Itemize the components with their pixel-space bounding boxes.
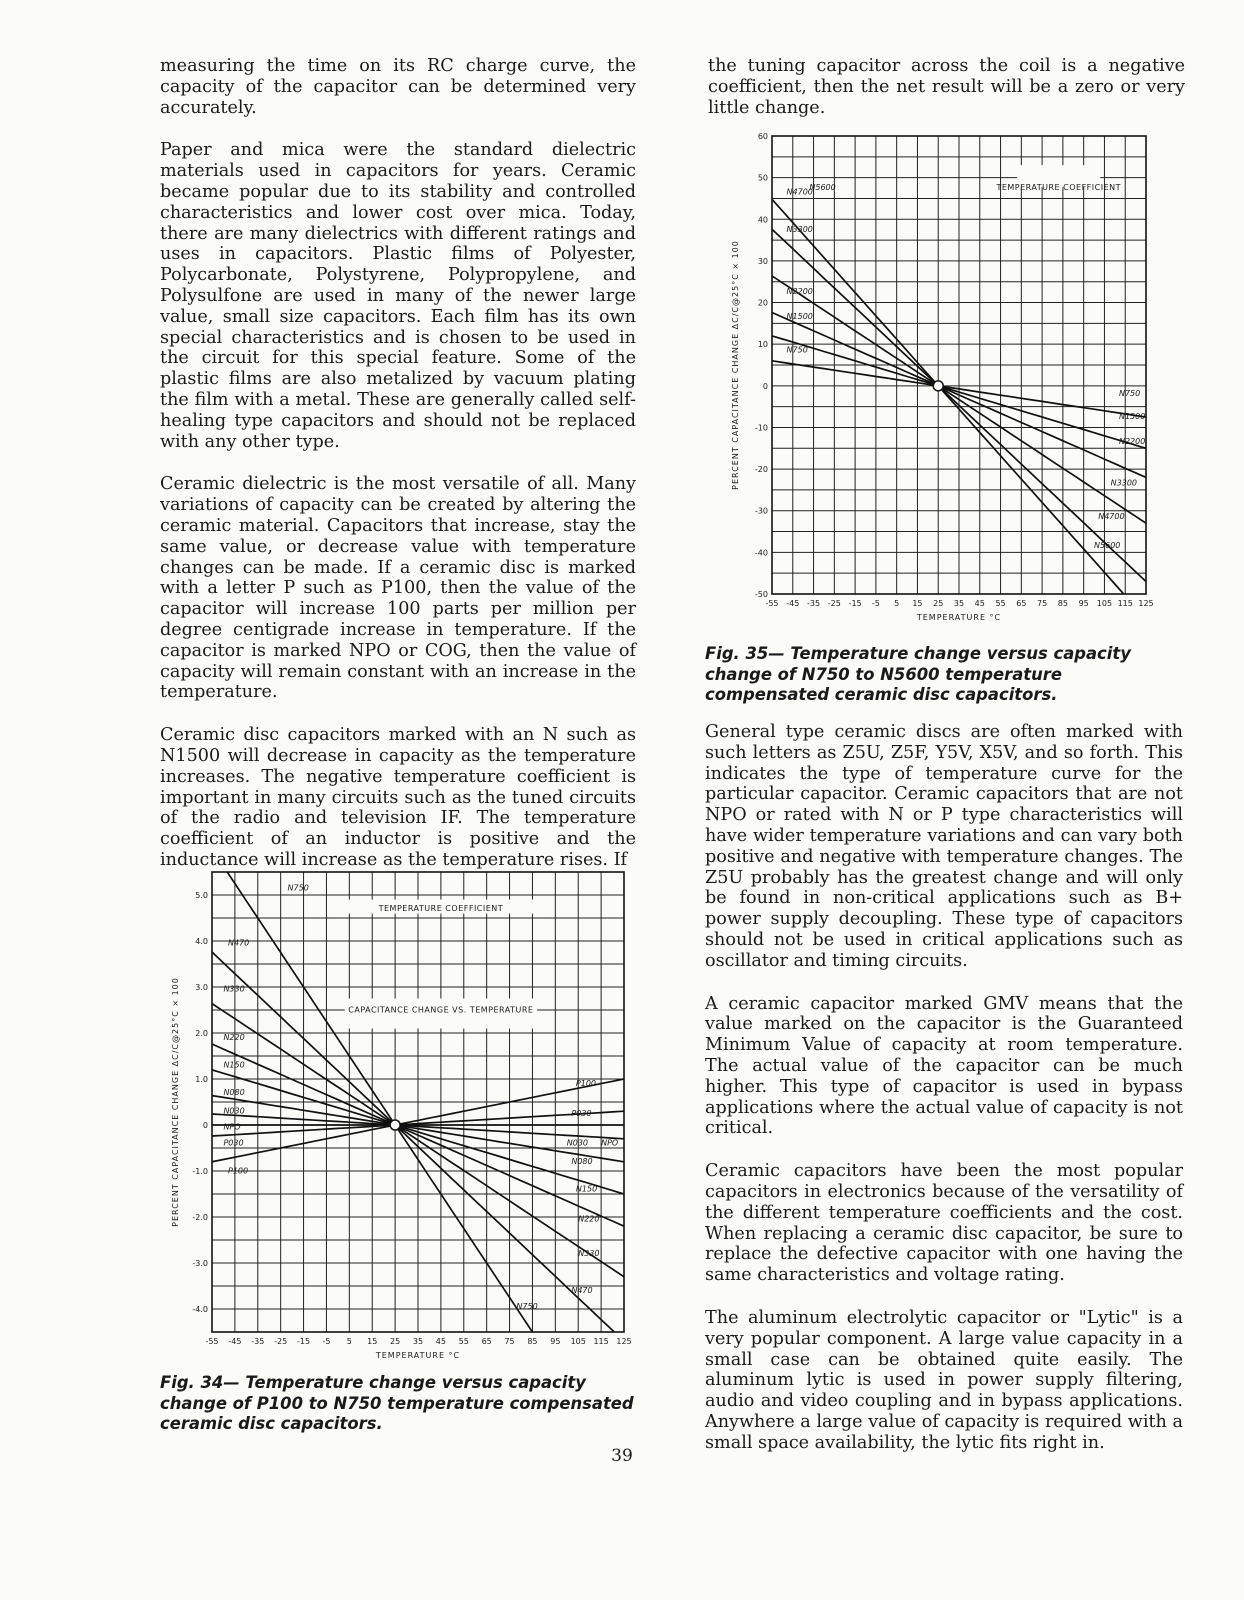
x-tick-label: 55 <box>458 1337 469 1346</box>
y-tick-label: -10 <box>754 423 768 433</box>
pivot-point <box>390 1120 400 1130</box>
x-tick-label: -35 <box>251 1337 265 1346</box>
series-label: P030 <box>223 1138 244 1148</box>
annotation-temperature-coefficient: TEMPERATURE COEFFICIENT <box>996 183 1122 193</box>
y-tick-label: 0 <box>202 1121 208 1130</box>
y-tick-label: 2.0 <box>195 1029 208 1038</box>
y-tick-label: 1.0 <box>195 1075 208 1084</box>
y-tick-label: -4.0 <box>192 1305 208 1314</box>
y-tick-label: 10 <box>757 340 768 350</box>
series-label-right: N1500 <box>1118 412 1146 422</box>
x-tick-label: 45 <box>974 599 985 608</box>
y-tick-label: 30 <box>757 256 768 266</box>
y-tick-label: 60 <box>757 132 768 141</box>
x-tick-label: -45 <box>228 1337 242 1346</box>
x-tick-label: 105 <box>1096 599 1113 608</box>
y-tick-label: 3.0 <box>195 983 208 992</box>
y-tick-label: -1.0 <box>192 1167 208 1176</box>
series-label: N5600 <box>809 183 836 193</box>
paragraph: The aluminum electrolytic capacitor or "Lytic" is a very popular component. A large value capacity in a small case can be obtained quite easily. The aluminum lytic is used in power supply filtering, audio and video coupling and in bypass applications. Anywhere a large value of capacity is required with a small space availability, the lytic fits right in. <box>705 1307 1183 1453</box>
series-label: N1500 <box>786 312 813 322</box>
series-label-right: N030 <box>566 1138 589 1148</box>
fig35-caption: Fig. 35— Temperature change versus capacity change of N750 to N5600 temperature compensated ceramic disc capacitors. <box>705 644 1131 704</box>
y-tick-label: 50 <box>757 173 768 183</box>
x-tick-label: 15 <box>912 599 923 608</box>
x-tick-label: -45 <box>786 599 800 608</box>
fig35-chart <box>724 128 1169 638</box>
page-number: 39 <box>611 1446 633 1466</box>
series-label-right: N750 <box>516 1302 538 1311</box>
series-label-right: NPO <box>601 1138 619 1148</box>
series-label: N4700 <box>786 187 813 197</box>
paragraph: Ceramic dielectric is the most versatile of all. Many variations of capacity can be created by altering the ceramic material. Capacitors that increase, stay the same value, or decrease value with temperature changes can be made. If a ceramic disc is marked with a letter P such as P100, then the value of the capacitor will increase 100 parts per million per degree centigrade increase in temperature. If the capacitor is marked NPO or COG, then the value of capacity will remain constant with an increase in the temperature. <box>160 474 636 703</box>
x-tick-label: 115 <box>1117 599 1133 608</box>
series-label: N3300 <box>786 224 813 234</box>
x-tick-label: 85 <box>1057 599 1068 608</box>
x-tick-label: 5 <box>346 1337 352 1346</box>
series-label-right: N3300 <box>1110 478 1138 488</box>
x-tick-label: 45 <box>435 1337 446 1346</box>
x-tick-label: 25 <box>390 1337 401 1346</box>
x-tick-label: -55 <box>205 1337 219 1346</box>
series-label-right: P030 <box>571 1108 592 1118</box>
right-text-column-bottom <box>705 722 1183 1476</box>
x-tick-label: 115 <box>593 1337 609 1346</box>
series-label: N080 <box>223 1088 245 1098</box>
y-tick-label: 40 <box>757 215 768 225</box>
left-text-column <box>160 56 636 893</box>
paragraph: Ceramic disc capacitors marked with an N such as N1500 will decrease in capacity as the temperature increases. The negative temperature coefficient is important in many circuits such as the tuned circuits of the radio and television IF. The temperature coefficient of an inductor is positive and the inductance will increase as the temperature rises. If <box>160 725 636 870</box>
x-tick-label: 125 <box>616 1337 632 1346</box>
pivot-point <box>933 381 943 391</box>
series-label-right: N150 <box>575 1184 598 1194</box>
annotation-temperature-coefficient: TEMPERATURE COEFFICIENT <box>378 904 504 914</box>
series-label: P100 <box>228 1166 249 1176</box>
series-label-right: N4700 <box>1098 512 1125 522</box>
series-label: N750 <box>287 883 309 893</box>
x-tick-label: 105 <box>570 1337 586 1346</box>
y-tick-label: -30 <box>754 506 768 516</box>
x-tick-label: -35 <box>807 599 821 608</box>
series-label: N220 <box>223 1032 245 1042</box>
fig34-caption: Fig. 34— Temperature change versus capacity change of P100 to N750 temperature compensated ceramic disc capacitors. <box>160 1373 634 1433</box>
x-tick-label: -5 <box>871 599 880 608</box>
x-tick-label: -15 <box>297 1337 311 1346</box>
y-tick-label: -20 <box>754 465 768 475</box>
series-label-right: N470 <box>571 1285 593 1295</box>
y-tick-label: 5.0 <box>195 891 208 900</box>
series-label: N2200 <box>786 287 813 297</box>
x-tick-label: 5 <box>894 599 900 608</box>
x-tick-label: 95 <box>550 1337 561 1346</box>
x-tick-label: 65 <box>481 1337 492 1346</box>
x-axis-label: TEMPERATURE °C <box>375 1351 461 1360</box>
series-label: N030 <box>223 1106 245 1116</box>
fig34-chart <box>160 862 630 1372</box>
paragraph: the tuning capacitor across the coil is a negative coefficient, then the net result will be a zero or very little change. <box>708 56 1185 118</box>
series-label-right: N330 <box>578 1249 600 1259</box>
series-label: N330 <box>223 984 245 994</box>
x-axis-label: TEMPERATURE °C <box>916 613 1002 622</box>
paragraph: Ceramic capacitors have been the most popular capacitors in electronics because of the versatility of the different temperature coefficients and the cost. When replacing a ceramic disc capacitor, be sure to replace the defective capacitor with one having the same characteristics and voltage rating. <box>705 1161 1183 1286</box>
x-tick-label: 75 <box>1037 599 1048 608</box>
series-label: NPO <box>223 1122 241 1132</box>
x-tick-label: 95 <box>1078 599 1089 608</box>
series-label: N750 <box>786 345 808 355</box>
x-tick-label: -25 <box>827 599 841 608</box>
x-tick-label: 15 <box>367 1337 378 1346</box>
x-tick-label: 55 <box>995 599 1006 608</box>
series-label-right: N5600 <box>1094 541 1121 551</box>
x-tick-label: -15 <box>848 599 862 608</box>
x-tick-label: -55 <box>765 599 779 608</box>
y-tick-label: 20 <box>757 298 768 308</box>
annotation-capacitance-change: CAPACITANCE CHANGE VS. TEMPERATURE <box>348 1005 534 1015</box>
y-axis-label: PERCENT CAPACITANCE CHANGE ΔC/C@25°C × 100 <box>171 977 180 1227</box>
y-tick-label: 4.0 <box>195 937 208 946</box>
y-tick-label: 0 <box>762 381 768 391</box>
series-label-right: N2200 <box>1118 437 1146 447</box>
paragraph: Paper and mica were the standard dielectric materials used in capacitors for years. Ceramic became popular due to its stability and controlled characteristics and lower cost over mica. Today, there are many dielectrics with different ratings and uses in capacitors. Plastic films of Polyester, Polycarbonate, Polystyrene, Polypropylene, and Polysulfone are used in many of the newer large value, small size capacitors. Each film has its own special characteristics and is chosen to be used in the circuit for this special feature. Some of the plastic films are also metalized by vacuum plating the film with a metal. These are generally called self-healing type capacitors and should not be replaced with any other type. <box>160 140 636 452</box>
x-tick-label: 75 <box>504 1337 515 1346</box>
paragraph: General type ceramic discs are often marked with such letters as Z5U, Z5F, Y5V, X5V, and so forth. This indicates the type of temperature curve for the particular capacitor. Ceramic capacitors that are not NPO or rated with N or P type characteristics will have wider temperature variations and can vary both positive and negative with temperature changes. The Z5U probably has the greatest change and will only be found in non-critical applications such as B+ power supply decoupling. These type of capacitors should not be used in critical applications such as oscillator and timing circuits. <box>705 722 1183 971</box>
y-tick-label: -40 <box>754 548 768 558</box>
x-tick-label: 35 <box>953 599 965 608</box>
x-tick-label: -5 <box>322 1337 331 1346</box>
series-label: N150 <box>223 1060 245 1070</box>
series-label-right: P100 <box>575 1078 597 1088</box>
series-label-right: N080 <box>571 1157 593 1167</box>
paragraph: measuring the time on its RC charge curve, the capacity of the capacitor can be determined very accurately. <box>160 56 636 118</box>
x-tick-label: 85 <box>527 1337 538 1346</box>
y-tick-label: -3.0 <box>192 1259 208 1268</box>
x-tick-label: -25 <box>274 1337 288 1346</box>
y-axis-label: PERCENT CAPACITANCE CHANGE ΔC/C@25°C × 100 <box>731 240 740 490</box>
x-tick-label: 125 <box>1138 599 1154 608</box>
x-tick-label: 35 <box>412 1337 424 1346</box>
y-tick-label: -50 <box>754 590 768 599</box>
x-tick-label: 65 <box>1016 599 1027 608</box>
series-label-right: N220 <box>578 1214 600 1224</box>
series-label-right: N750 <box>1118 389 1141 399</box>
series-label: N470 <box>228 938 250 948</box>
y-tick-label: -2.0 <box>192 1213 208 1222</box>
paragraph: A ceramic capacitor marked GMV means that the value marked on the capacitor is the Guaranteed Minimum Value of capacity at room temperature. The actual value of the capacitor can be much higher. This type of capacitor is used in bypass applications where the actual value of capacity is not critical. <box>705 993 1183 1139</box>
x-tick-label: 25 <box>933 599 944 608</box>
